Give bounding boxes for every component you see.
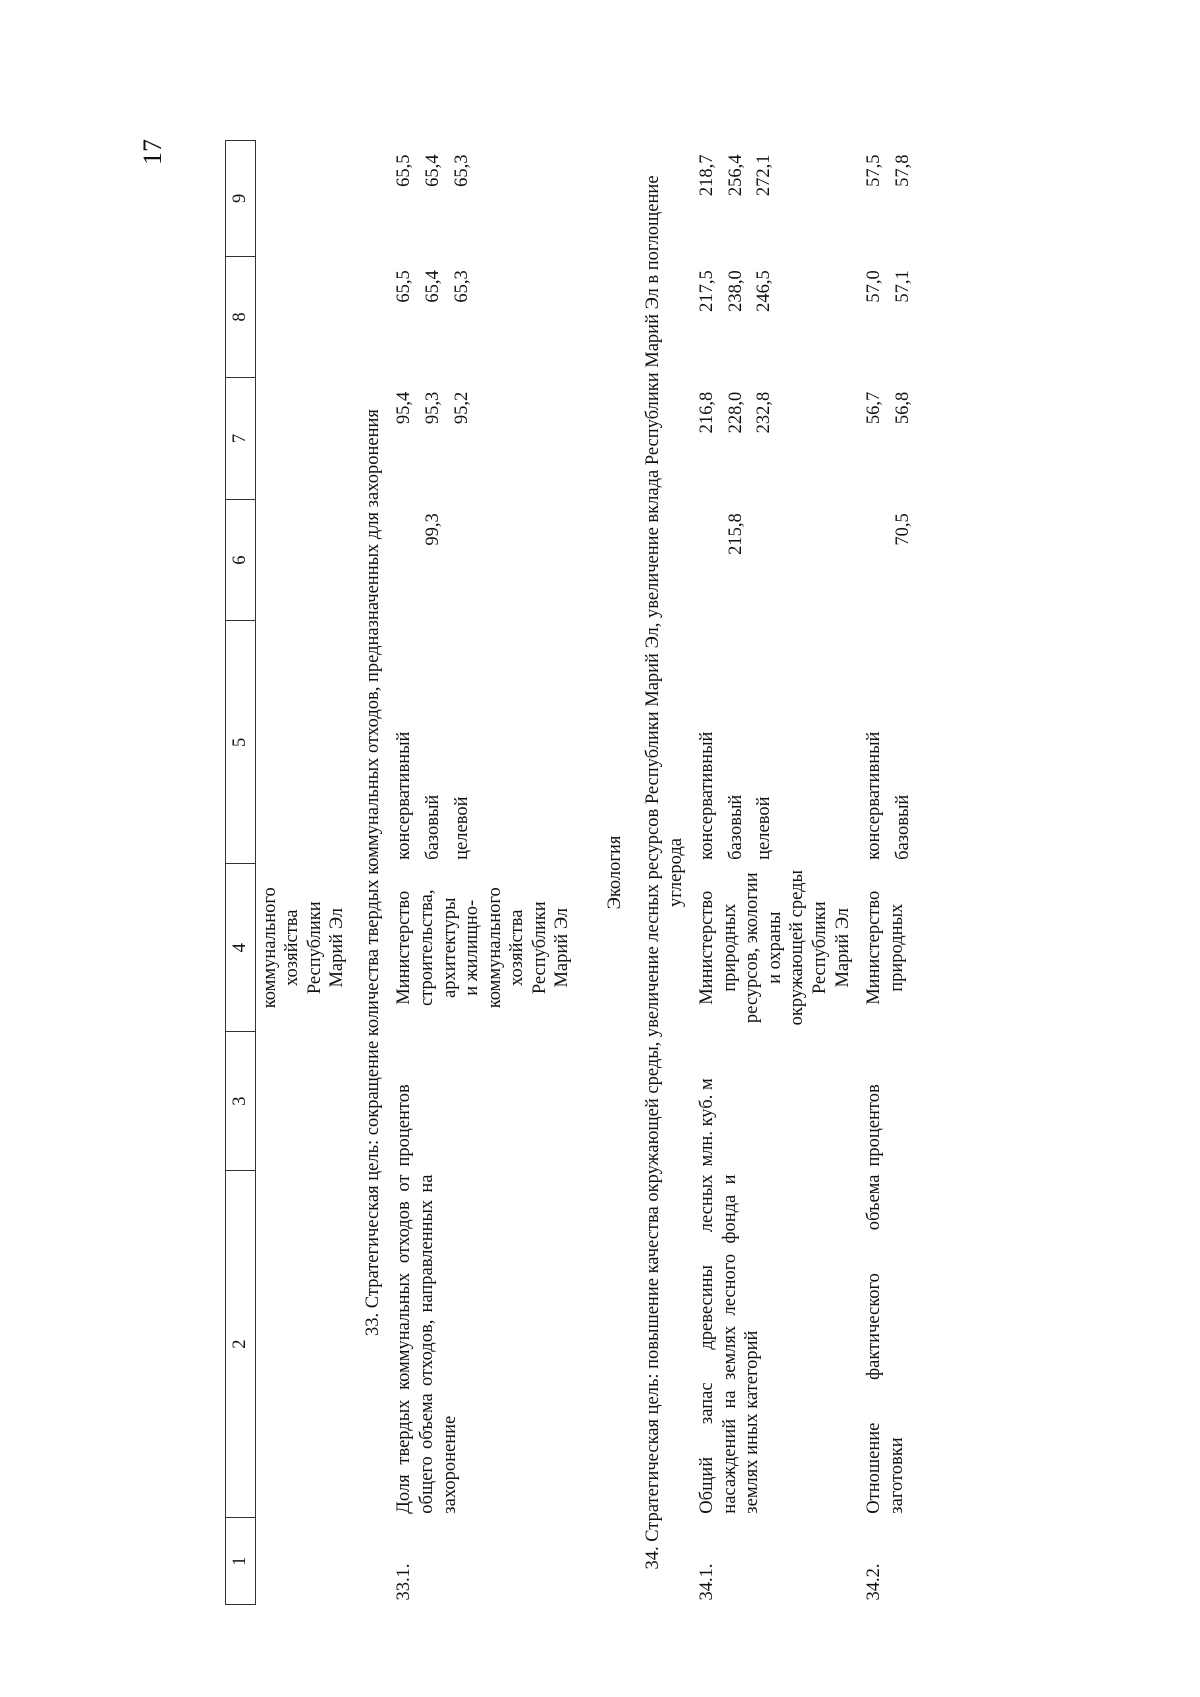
indicator-unit: млн. куб. м [697, 1078, 718, 1167]
scenario-name: базовый [725, 794, 746, 860]
base-value [448, 499, 598, 621]
base-value: 70,5 [892, 513, 913, 546]
scenario-name: целевой [451, 796, 472, 860]
base-value: 99,3 [422, 513, 443, 546]
indicators-table [225, 140, 917, 1605]
column-number-header-row [226, 141, 256, 1605]
scenario-name: базовый [422, 794, 443, 860]
value-col-8: 217,5 [697, 270, 718, 312]
scenario-name: консервативный [394, 731, 415, 860]
value-col-7: 95,3 [422, 391, 443, 425]
value-col-8: 238,0 [725, 270, 746, 312]
section-row [598, 141, 633, 1605]
scenario-name: консервативный [864, 731, 885, 860]
value-col-8: 65,3 [451, 270, 472, 303]
col-header-7: 7 [226, 378, 256, 500]
responsible-ministry: Министерство строительства, архитектуры и жилищно- коммунального хозяйства Республики Марий Эл [394, 887, 573, 1009]
base-value [750, 499, 860, 621]
col-header-3: 3 [226, 1032, 256, 1171]
section-heading: Экология [604, 835, 625, 910]
page-number: 17 [138, 139, 167, 165]
indicator-name: Общий запас древесины лесных насаждений на землях лесного фонда и землях иных категорий [697, 1174, 763, 1514]
value-col-9: 57,8 [892, 154, 913, 187]
value-col-8: 57,0 [864, 270, 885, 303]
value-col-7: 56,8 [892, 391, 913, 425]
indicator-number: 34.2. [864, 1563, 885, 1601]
goal-34-title: 34. Стратегическая цель: повышение качества окружающей среды, увеличение лесных ресурсов Республики Марий Эл, увеличение вклада Республики Марий Эл в поглощение углерода [643, 175, 686, 1570]
ministry-continuation: коммунального хозяйства Республики Марий Эл [259, 887, 348, 1009]
col-header-1: 1 [226, 1518, 256, 1605]
value-col-8: 246,5 [754, 270, 775, 312]
continuation-row [255, 141, 352, 1605]
rotated-table-container [225, 140, 1015, 1605]
value-col-8: 65,4 [422, 270, 443, 303]
value-col-7: 95,4 [394, 391, 415, 425]
value-col-7: 232,8 [754, 391, 775, 434]
indicator-number: 34.1. [697, 1563, 718, 1601]
col-header-4: 4 [226, 864, 256, 1032]
responsible-ministry: Министерство природных ресурсов, экологии и охраны окружающей среды Республики Марий Эл [697, 870, 853, 1026]
value-col-7: 216,8 [697, 391, 718, 434]
indicator-unit: процентов [394, 1084, 415, 1167]
goal-33-title: 33. Стратегическая цель: сокращение количества твердых коммунальных отходов, предназначенных для захоронения [362, 409, 383, 1336]
responsible-ministry: Министерство природных [864, 890, 907, 1005]
table-row [390, 141, 419, 1605]
scenario-name: целевой [754, 796, 775, 860]
indicator-number: 33.1. [394, 1563, 415, 1601]
value-col-7: 56,7 [864, 391, 885, 425]
base-value: 215,8 [725, 513, 746, 555]
value-col-9: 218,7 [697, 154, 718, 197]
col-header-9: 9 [226, 141, 256, 257]
col-header-2: 2 [226, 1171, 256, 1518]
value-col-9: 65,3 [451, 154, 472, 187]
value-col-9: 65,4 [422, 154, 443, 187]
base-value [390, 499, 419, 621]
scenario-name: консервативный [697, 731, 718, 860]
indicator-name: Отношение фактического объема заготовки [864, 1174, 907, 1514]
table-row [860, 141, 889, 1605]
value-col-9: 65,5 [394, 154, 415, 187]
value-col-9: 256,4 [725, 154, 746, 197]
scenario-name: базовый [892, 794, 913, 860]
table-row [693, 141, 722, 1605]
base-value [860, 499, 889, 621]
col-header-6: 6 [226, 499, 256, 621]
indicator-unit: процентов [864, 1084, 885, 1167]
indicator-name: Доля твердых коммунальных отходов от общего объема отходов, направленных на захоронение [394, 1174, 460, 1514]
value-col-8: 57,1 [892, 270, 913, 303]
value-col-7: 228,0 [725, 391, 746, 434]
value-col-9: 57,5 [864, 154, 885, 187]
value-col-9: 272,1 [754, 154, 775, 197]
col-header-5: 5 [226, 621, 256, 864]
base-value [693, 499, 722, 621]
col-header-8: 8 [226, 256, 256, 378]
goal-33-row [352, 141, 391, 1605]
goal-34-row [632, 141, 693, 1605]
value-col-8: 65,5 [394, 270, 415, 303]
value-col-7: 95,2 [451, 391, 472, 425]
